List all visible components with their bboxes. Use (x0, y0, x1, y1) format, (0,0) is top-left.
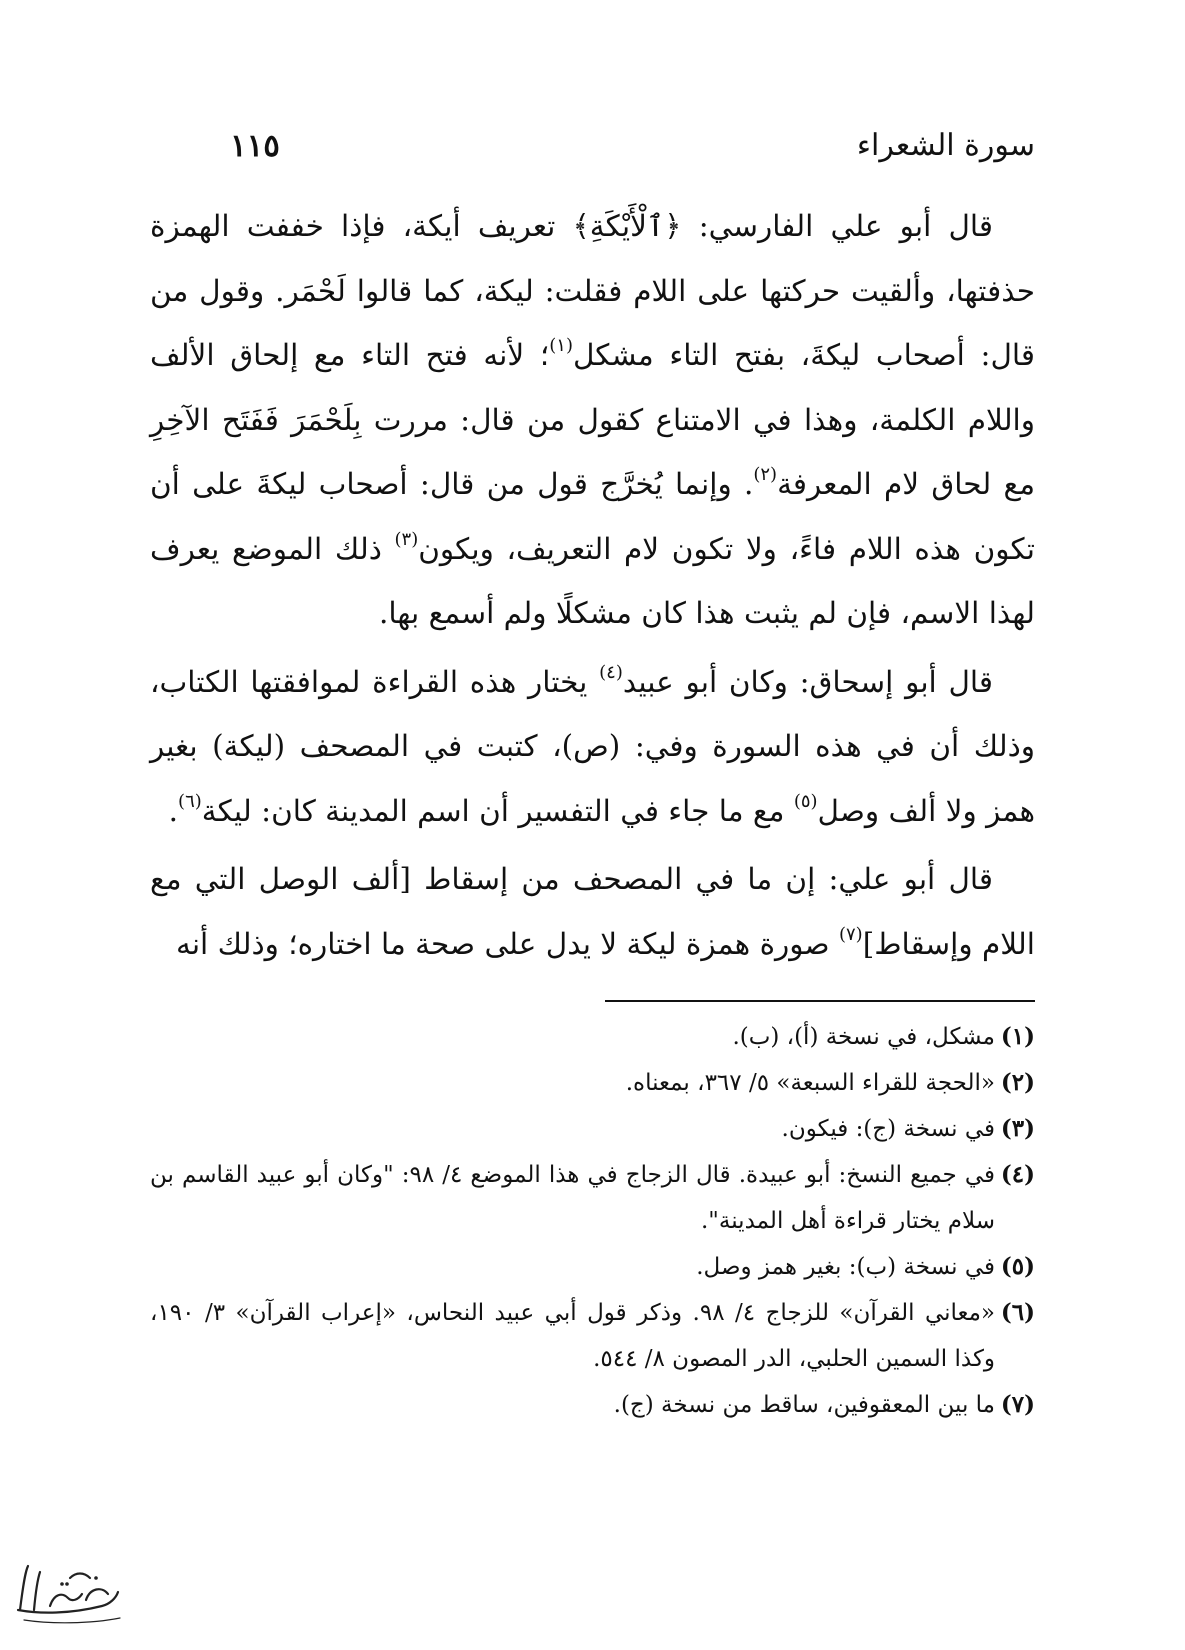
footnote-text: «معاني القرآن» للزجاج ٤/ ٩٨. وذكر قول أبي عبيد النحاس، «إعراب القرآن» ٣/ ١٩٠، وكذا السمين الحلبي، الدر المصون ٨/ ٥٤٤. (150, 1300, 996, 1372)
paragraph-text: يختار هذه القراءة لموافقتها الكتاب، وذلك أن في هذه السورة وفي: (ص)، كتبت في المصحف (ليكة) بغير همز ولا ألف وصل (150, 664, 1035, 828)
footnote-reference: (٤) (599, 661, 623, 683)
footnote-reference: (٥) (793, 790, 818, 812)
footnote-text: ما بين المعقوفين، ساقط من نسخة (ج). (613, 1392, 995, 1418)
footnote-reference: (٧) (838, 923, 863, 945)
paragraph-text: . (168, 793, 179, 828)
footnote-item (150, 1060, 1035, 1106)
paragraph-text: ذلك الموضع يعرف لهذا الاسم، فإن لم يثبت هذا كان مشكلًا ولم أسمع بها. (150, 531, 1035, 630)
footnote-number: (٦) (1000, 1299, 1036, 1326)
footnote-reference: (٦) (178, 790, 202, 812)
footnote-text: في جميع النسخ: أبو عبيدة. قال الزجاج في هذا الموضع ٤/ ٩٨: "وكان أبو عبيد القاسم بن سلام يختار قراءة أهل المدينة". (150, 1162, 995, 1234)
footnote-item (150, 1152, 1035, 1244)
paragraph-text: قال أبو إسحاق: وكان أبو عبيد (622, 664, 993, 699)
page-header (150, 118, 1035, 178)
footnote-item (150, 1290, 1035, 1382)
library-stamp-logo (10, 1548, 130, 1628)
paragraph-text: قال أبو علي: إن ما في المصحف من إسقاط [ألف الوصل التي مع اللام وإسقاط] (150, 862, 1035, 961)
footnote-text: «الحجة للقراء السبعة» ٥/ ٣٦٧، بمعناه. (625, 1070, 995, 1096)
body-paragraph (150, 847, 1035, 976)
paragraph-text: قال أبو علي الفارسي: ﴿ٱلْأَيْكَةِ﴾ تعريف أيكة، فإذا خففت الهمزة حذفتها، وألقيت حركتها على اللام فقلت: ليكة، كما قالوا لَحْمَر. وقول من قال: أصحاب ليكةَ، بفتح التاء مشكل (150, 209, 1035, 372)
footnote-text: في نسخة (ج): فيكون. (781, 1116, 995, 1142)
footnote-reference: (١) (549, 335, 573, 356)
footnote-item (150, 1382, 1035, 1428)
footnote-number: (١) (1000, 1023, 1035, 1050)
paragraph-text: . وإنما يُخرَّج قول من قال: أصحاب ليكةَ على أن تكون هذه اللام فاءً، ولا تكون لام التعريف، ويكون (150, 467, 1035, 566)
body-paragraph (150, 650, 1035, 844)
paragraph-text: ؛ لأنه فتح التاء مع إلحاق الألف واللام الكلمة، وهذا في الامتناع كقول من قال: مررت بِلَحْمَرَ فَفَتَح الآخِرِ مع لحاق لام المعرفة (150, 338, 1035, 501)
footnote-divider (605, 1000, 1035, 1002)
surah-title: سورة الشعراء (856, 128, 1035, 163)
footnote-number: (٣) (1000, 1115, 1035, 1142)
footnotes-list (150, 1014, 1035, 1428)
footnote-number: (٢) (1000, 1069, 1035, 1096)
paragraph-text: مع ما جاء في التفسير أن اسم المدينة كان: ليكة (201, 793, 794, 828)
footnote-number: (٧) (1000, 1391, 1035, 1418)
main-text (150, 194, 1035, 976)
footnote-reference: (٢) (753, 464, 778, 485)
page-number: ١١٥ (230, 128, 280, 164)
footnote-item (150, 1244, 1035, 1290)
body-paragraph (150, 194, 1035, 646)
footnote-item (150, 1014, 1035, 1060)
footnote-item (150, 1106, 1035, 1152)
footnote-reference: (٣) (394, 528, 419, 550)
footnote-number: (٥) (1000, 1253, 1035, 1280)
paragraph-text: صورة همزة ليكة لا يدل على صحة ما اختاره؛ وذلك أنه (176, 926, 839, 961)
footnote-text: مشكل، في نسخة (أ)، (ب). (732, 1024, 995, 1050)
footnote-text: في نسخة (ب): بغير همز وصل. (696, 1254, 995, 1280)
footnote-number: (٤) (1000, 1161, 1035, 1188)
